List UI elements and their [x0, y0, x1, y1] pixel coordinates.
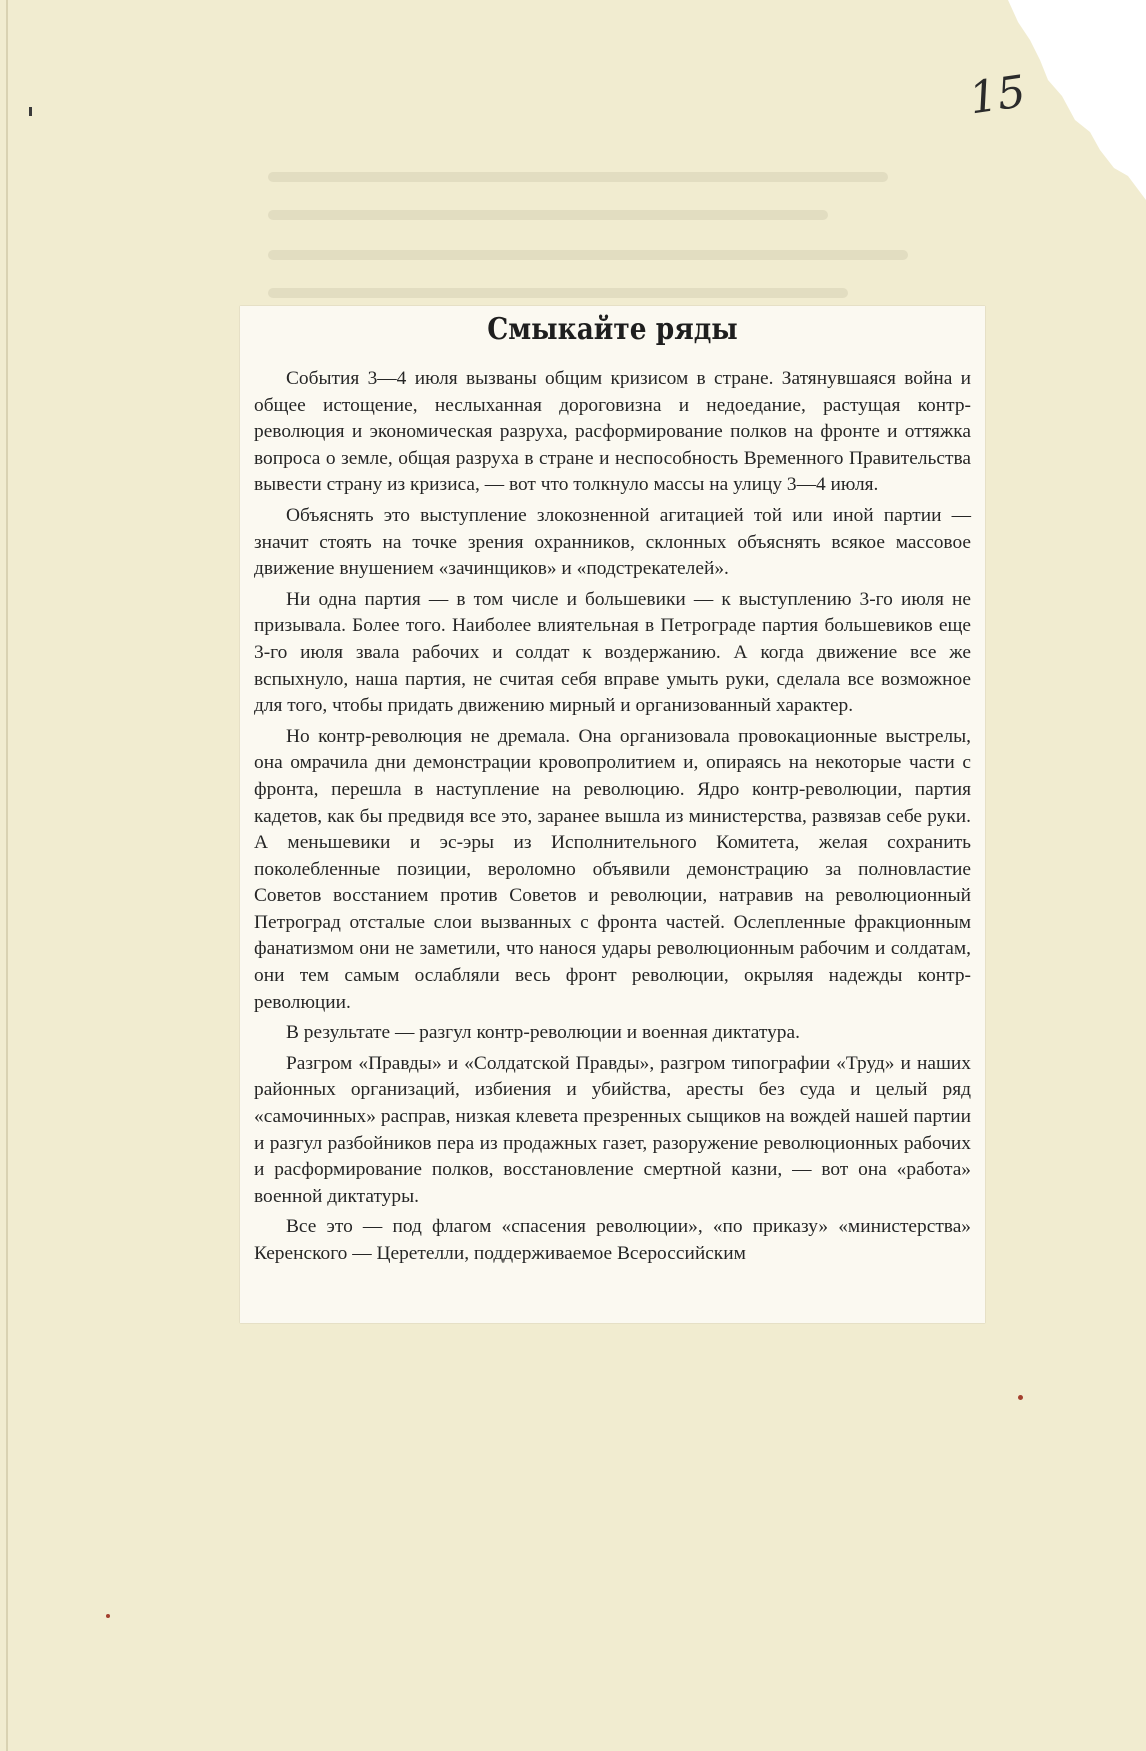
article-title: Смыкайте ряды: [487, 312, 738, 347]
ink-speck: [1018, 1395, 1023, 1400]
article-paragraph-6: Разгром «Правды» и «Солдатской Правды», разгром типографии «Труд» и наших районных организаций, избиения и убийства, аресты без суда и целый ряд «самочинных» расправ, низкая клевета презренных сыщиков на вождей нашей партии и разгул разбойников пера из продажных газет, разоружение революционных рабочих и расформирование полков, восстановление смертной казни, — вот она «работа» военной диктатуры.: [254, 1052, 971, 1207]
article-paragraph-1: События 3—4 июля вызваны общим кризисом в стране. Затянувшаяся война и общее истощение, неслыханная дороговизна и недоедание, растущая контр-революция и экономическая разруха, расформирование полков на фронте и оттяжка вопроса о земле, общая разруха в стране и неспособность Временного Правительства вывести страну из кризиса, — вот что толкнуло массы на улицу 3—4 июля.: [254, 368, 971, 496]
article-paragraph-4: Но контр-революция не дремала. Она организовала провокационные выстрелы, она омрачила дни демонстрации кровопролитием и, опираясь на некоторые части с фронта, перешла в наступление на революцию. Ядро контр-революции, партия кадетов, как бы предвидя все это, заранее вышла из министерства, развязав себе руки. А меньшевики и эс-эры из Исполнительного Комитета, желая сохранить поколебленные позиции, вероломно объявили демонстрацию за полновластие Советов восстанием против Советов и революции, натравив на революционный Петроград отсталые слои вызванных с фронта частей. Ослепленные фракционным фанатизмом они не заметили, что нанося удары революционным рабочим и солдатам, они тем самым ослабляли весь фронт революции, окрыляя надежды контр-революции.: [254, 725, 971, 1013]
newspaper-clipping: [240, 306, 985, 1323]
bleed-through-line: [268, 172, 888, 182]
page-number: 15: [966, 66, 1029, 125]
bleed-through-line: [268, 288, 848, 298]
margin-mark: [29, 107, 32, 116]
article-paragraph-5: В результате — разгул контр-революции и военная диктатура.: [286, 1022, 800, 1044]
article-paragraph-3: Ни одна партия — в том числе и большевики — к выступлению 3-го июля не призывала. Более того. Наиболее влиятельная в Петрограде партия большевиков еще 3-го июля звала рабочих и солдат к воздержанию. А когда движение все же вспыхнуло, наша партия, не считая себя вправе умыть руки, сделала все возможное для того, чтобы придать движению мирный и организованный характер.: [254, 588, 971, 717]
bleed-through-line: [268, 210, 828, 220]
article-paragraph-7: Все это — под флагом «спасения революции», «по приказу» «министерства» Керенского — Церетелли, поддерживаемое Всероссийским: [254, 1216, 971, 1264]
article-body: [254, 366, 971, 1272]
article-paragraph-2: Объяснять это выступление злокозненной агитацией той или иной партии —значит стоять на точке зрения охранников, склонных объяснять всякое массовое движение внушением «зачинщиков» и «подстрекателей».: [254, 504, 971, 580]
bleed-through-line: [268, 250, 908, 260]
ink-speck: [106, 1614, 110, 1618]
